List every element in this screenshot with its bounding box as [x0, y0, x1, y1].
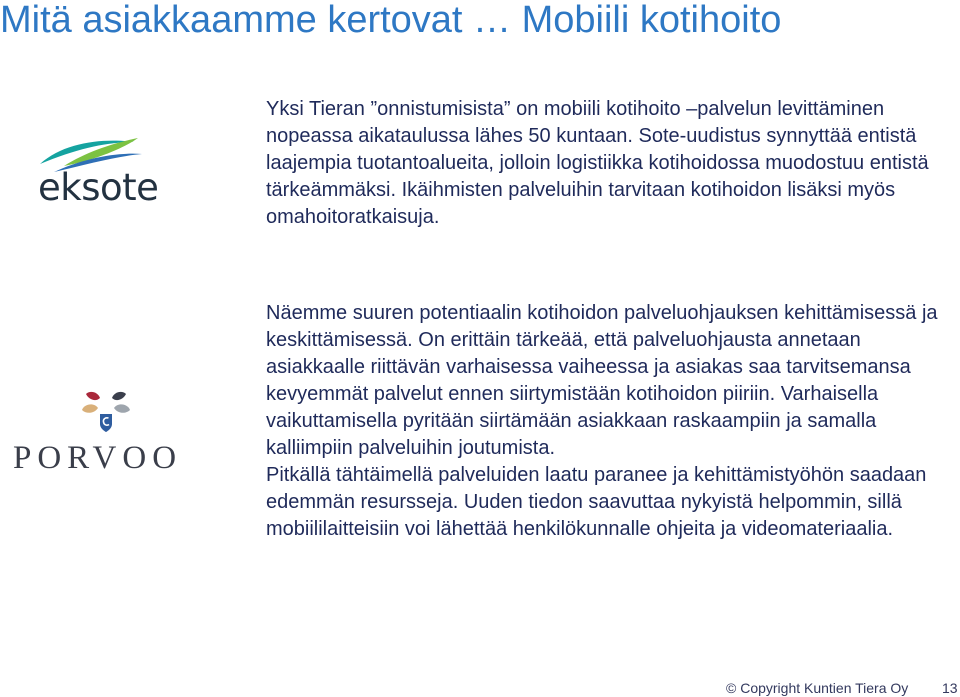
porvoo-logo-text: PORVOO: [13, 440, 183, 476]
porvoo-emblem-icon: [76, 388, 136, 436]
slide-title: Mitä asiakkaamme kertovat … Mobiili kotihoito: [0, 0, 782, 41]
porvoo-leaf-dark: [112, 392, 126, 400]
porvoo-quote-paragraph-1: Näemme suuren potentiaalin kotihoidon palveluohjauksen kehittämisessä ja keskittämisessä. On erittäin tärkeää, että palveluohjausta annetaan asiakkaalle riittävän varhaisessa vaiheessa ja asiakas saa tarvitsemansa kevyemmät palvelut ennen siirtymistään kotihoidon piiriin. Varhaisella vaikuttamisella pyritään siirtämään asiakkaan raskaampiin ja samalla kalliimpiin palveluihin joutumista.: [266, 302, 938, 459]
eksote-logo-text: eksote: [38, 166, 159, 209]
footer-copyright: © Copyright Kuntien Tiera Oy: [726, 680, 909, 696]
eksote-quote-paragraph: Yksi Tieran ”onnistumisista” on mobiili kotihoito –palvelun levittäminen nopeassa aikataulussa lähes 50 kuntaan. Sote-uudistus synnyttää entistä laajempia tuotantoalueita, jolloin logistiikka kotihoidossa muodostuu entistä tärkeämmäksi. Ikäihmisten palveluihin tarvitaan kotihoidon lisäksi myös omahoitoratkaisuja.: [266, 98, 929, 228]
page-number: 13: [942, 680, 958, 696]
eksote-quote: [266, 96, 946, 231]
porvoo-logo: [10, 388, 200, 478]
porvoo-shield: [100, 414, 112, 432]
eksote-logo: [34, 136, 158, 212]
porvoo-quote: [266, 300, 946, 543]
porvoo-leaf-tan: [82, 404, 98, 412]
porvoo-quote-paragraph-2: Pitkällä tähtäimellä palveluiden laatu paranee ja kehittämistyöhön saadaan edemmän resursseja. Uuden tiedon saavuttaa nykyistä helpommin, sillä mobiililaitteisiin voi lähettää henkilökunnalle ohjeita ja videomateriaalia.: [266, 464, 927, 540]
porvoo-leaf-red: [86, 392, 100, 400]
porvoo-leaf-grey: [114, 404, 130, 412]
